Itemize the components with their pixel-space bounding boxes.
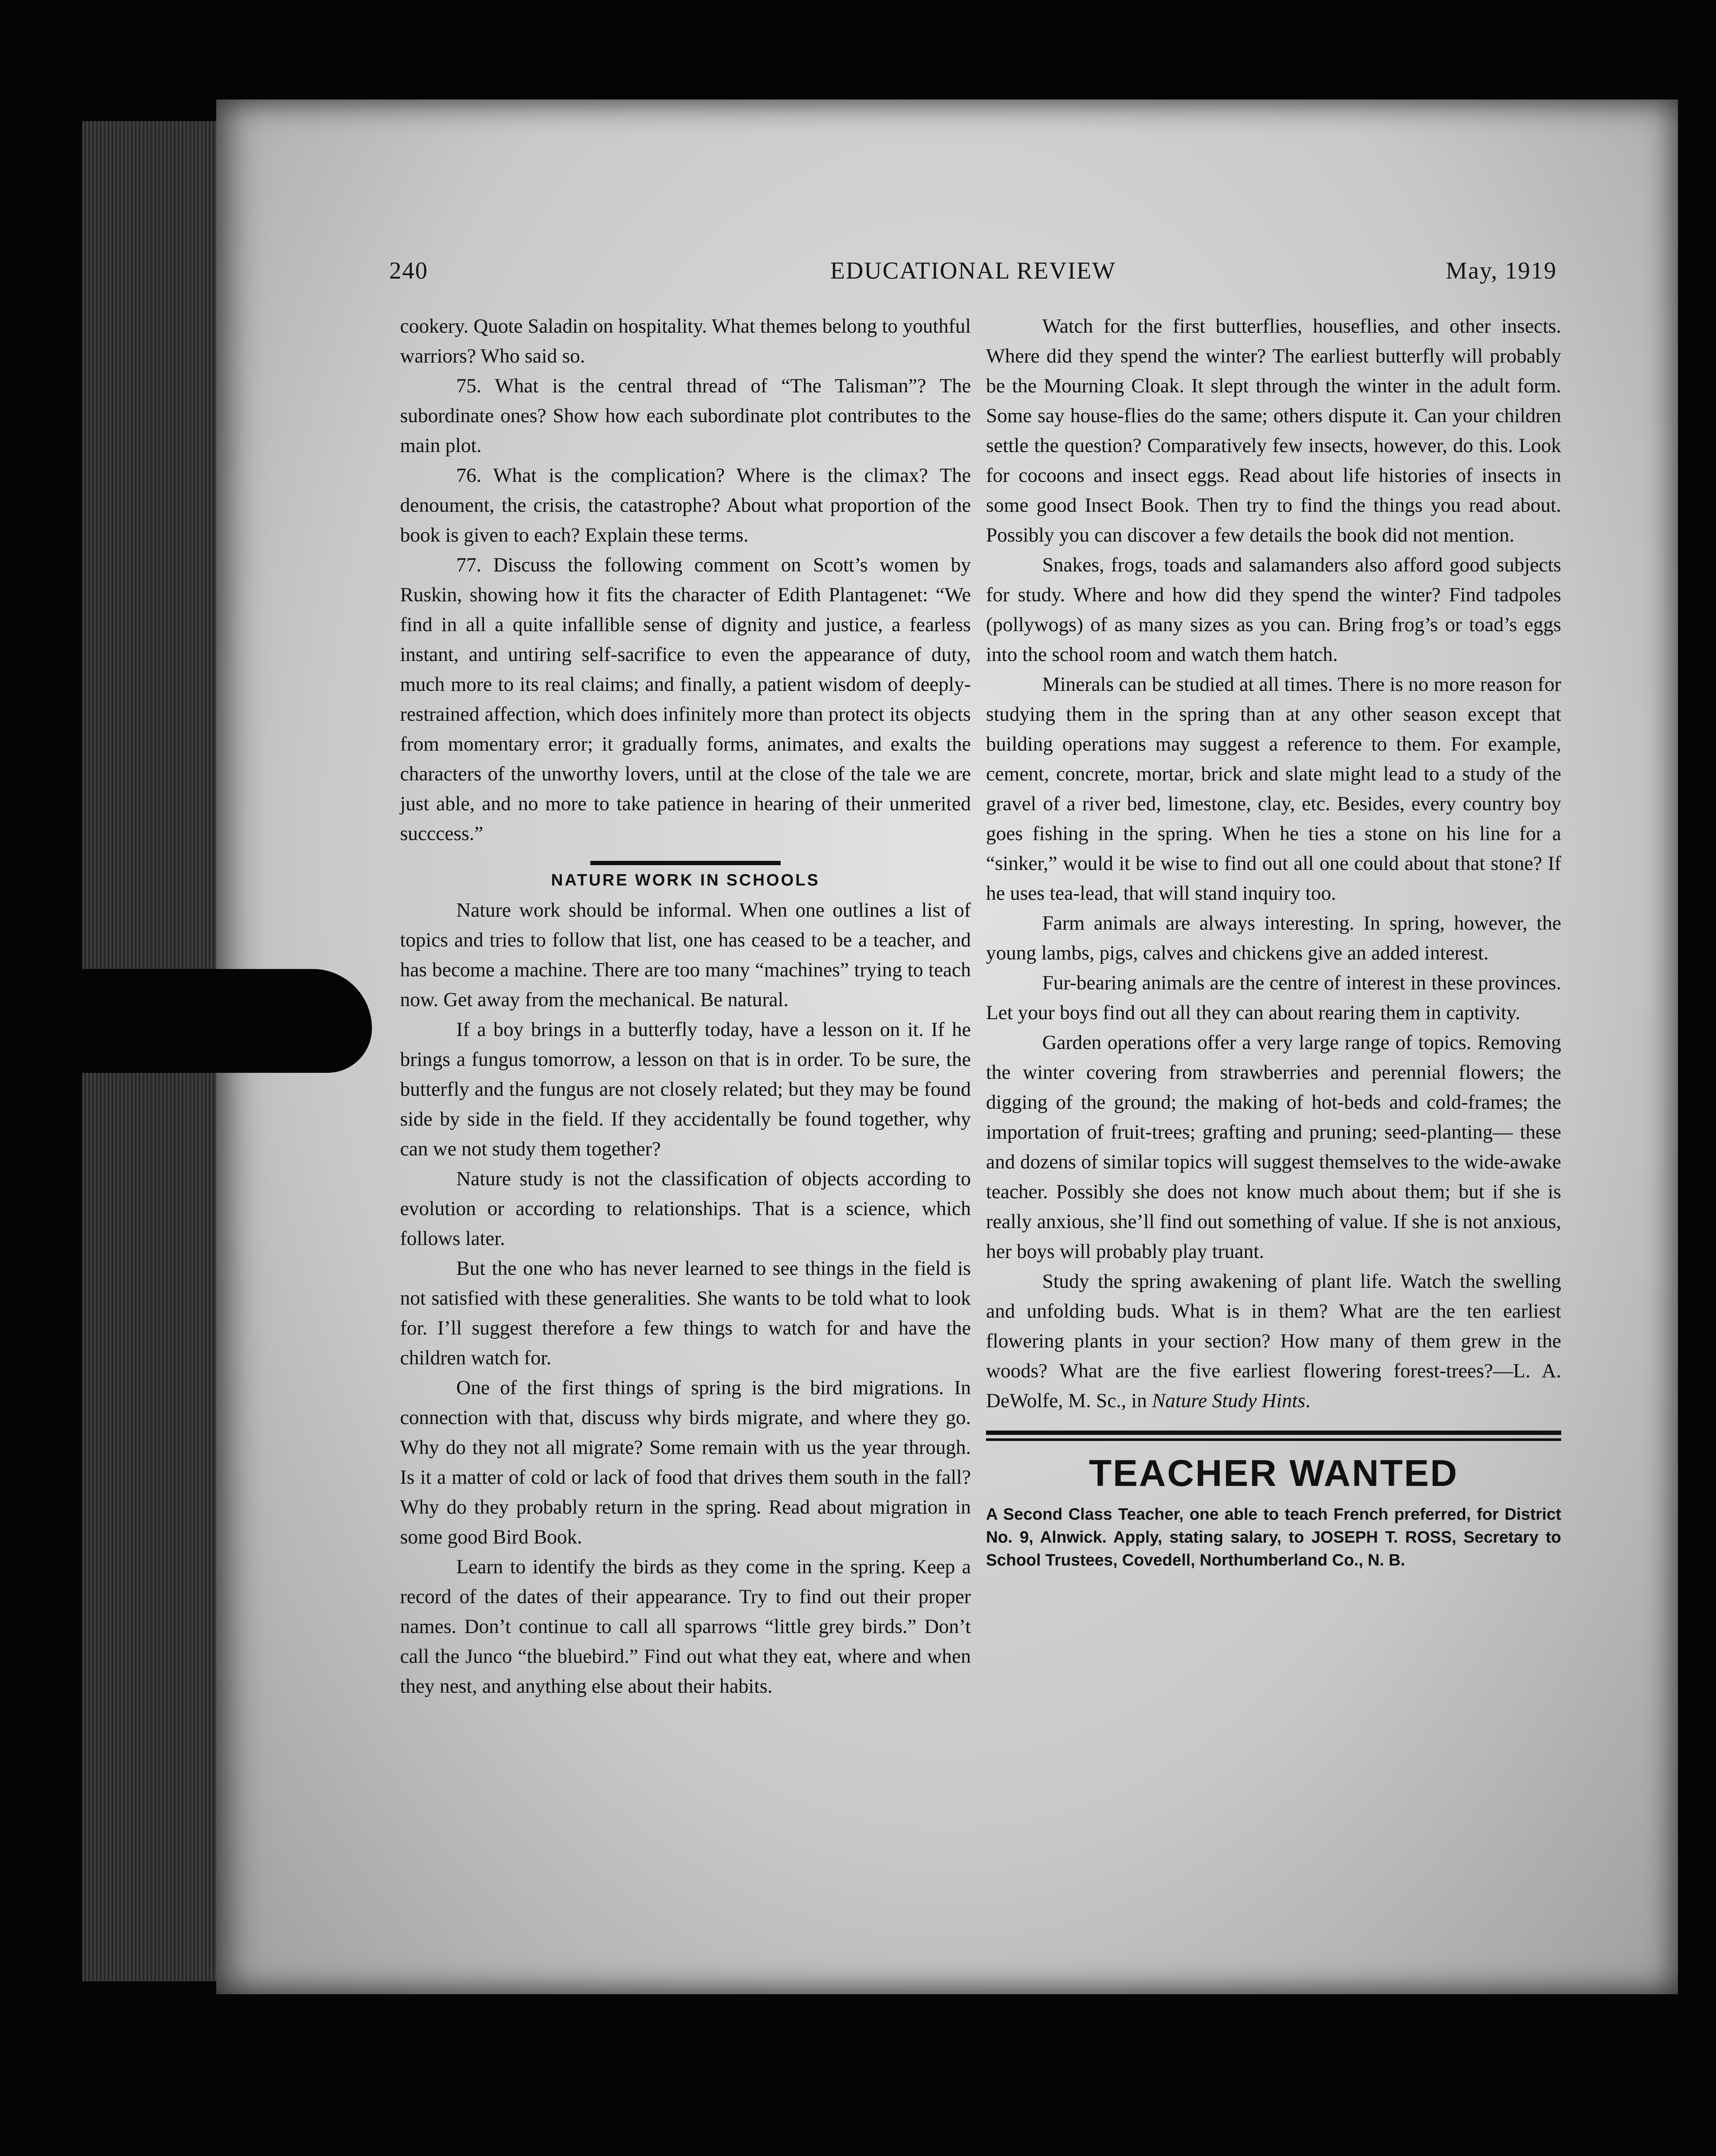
thumb-shadow xyxy=(0,969,372,1073)
running-head xyxy=(389,251,1557,290)
paragraph: One of the first things of spring is the bird migrations. In connection with that, discuss why birds migrate, and where they go. Why do they not all migrate? Some remain with us the year through. Is it a matter of cold or lack of food that drives them south in the fall? Why do they probably return in the spring. Read about migration in some good Bird Book. xyxy=(400,1377,971,1548)
paragraph: Nature work should be informal. When one outlines a list of topics and tries to follow that list, one has ceased to be a teacher, and has become a machine. There are too many “machines” trying to teach now. Get away from the mechanical. Be natural. xyxy=(400,899,971,1011)
paragraph: If a boy brings in a butterfly today, have a lesson on it. If he brings a fungus tomorrow, a lesson on that is in order. To be sure, the butterfly and the fungus are not closely related; but they may be found side by side in the field. If they accidentally be found together, why can we not study them together? xyxy=(400,1019,971,1160)
ad-body: A Second Class Teacher, one able to teach French preferred, for District No. 9, Alnwick. Apply, stating salary, to JOSEPH T. ROSS, Secretary to School Trustees, Covedell, Northumberland Co., N. B. xyxy=(986,1505,1561,1569)
paragraph: cookery. Quote Saladin on hospitality. What themes belong to youthful warriors? Who said so. xyxy=(400,315,971,367)
ad-heading: TEACHER WANTED xyxy=(1089,1453,1459,1494)
section-rule xyxy=(590,861,781,865)
ad-rule-thick xyxy=(986,1431,1561,1435)
question-75: 75. What is the central thread of “The Talisman”? The subordinate ones? Show how each subordinate plot contributes to the main plot. xyxy=(400,375,971,457)
paragraph: Minerals can be studied at all times. There is no more reason for studying them in the spring than at any other season except that building operations may suggest a reference to them. For example, cement, concrete, mortar, brick and slate might lead to a study of the gravel of a river bed, limestone, clay, etc. Besides, every country boy goes fishing in the spring. When he ties a stone on his line for a “sinker,” would it be wise to find out all one could about that stone? If he uses tea-lead, that will stand inquiry too. xyxy=(986,674,1561,905)
paragraph-end: . xyxy=(1305,1390,1311,1412)
section-heading: NATURE WORK IN SCHOOLS xyxy=(551,871,820,889)
issue-date: May, 1919 xyxy=(1445,257,1557,284)
paragraph: Farm animals are always interesting. In spring, however, the young lambs, pigs, calves and chickens give an added interest. xyxy=(986,912,1561,964)
source-title: Nature Study Hints xyxy=(1152,1390,1306,1412)
paragraph-text: Study the spring awakening of plant life. Watch the swelling and unfolding buds. What is in them? What are the ten earliest flowering plants in your section? How many of them grew in the woods? What are the five earliest flowering forest-trees?—L. A. DeWolfe, M. Sc., in xyxy=(986,1270,1561,1412)
paragraph xyxy=(986,1267,1561,1416)
ad-rule-thin xyxy=(986,1438,1561,1441)
question-77: 77. Discuss the following comment on Scott’s women by Ruskin, showing how it fits the character of Edith Plantagenet: “We find in all a quite infallible sense of dignity and justice, a fearless instant, and untiring self-sacrifice to even the appearance of duty, much more to its real claims; and finally, a patient wisdom of deeply-restrained affection, which does infinitely more than protect its objects from momentary error; it gradually forms, animates, and exalts the characters of the unworthy lovers, until at the close of the tale we are just able, and no more to take patience in hearing of their unmerited succcess.” xyxy=(400,554,971,845)
paragraph: But the one who has never learned to see things in the field is not satisfied with these generalities. She wants to be told what to look for. I’ll suggest therefore a few things to watch for and have the children watch for. xyxy=(400,1258,971,1369)
paragraph: Garden operations offer a very large range of topics. Removing the winter covering from strawberries and perennial flowers; the digging of the ground; the making of hot-beds and cold-frames; the importation of fruit-trees; grafting and pruning; seed-planting— these and dozens of similar topics will suggest themselves to the wide-awake teacher. Possibly she does not know much about them; but if she is really anxious, she’ll find out something of value. If she is not anxious, her boys will probably play truant. xyxy=(986,1032,1561,1263)
paragraph: Snakes, frogs, toads and salamanders also afford good subjects for study. Where and how did they spend the winter? Find tadpoles (pollywogs) of as many sizes as you can. Bring frog’s or toad’s eggs into the school room and watch them hatch. xyxy=(986,554,1561,666)
ad-rule xyxy=(986,1431,1561,1441)
paragraph: Nature study is not the classification of objects according to evolution or according to relationships. That is a science, which follows later. xyxy=(400,1168,971,1250)
paragraph: Fur-bearing animals are the centre of interest in these provinces. Let your boys find out all they can about rearing them in captivity. xyxy=(986,972,1561,1024)
journal-title: EDUCATIONAL REVIEW xyxy=(830,257,1116,284)
right-column xyxy=(986,311,1561,1572)
paragraph: Watch for the first butterflies, houseflies, and other insects. Where did they spend the winter? The earliest butterfly will probably be the Mourning Cloak. It slept through the winter in the adult form. Some say house-flies do the same; others dispute it. Can your children settle the question? Comparatively few insects, however, do this. Look for cocoons and insect eggs. Read about life histories of insects in some good Insect Book. Then try to find the things you read about. Possibly you can discover a few details the book did not mention. xyxy=(986,315,1561,546)
question-76: 76. What is the complication? Where is the climax? The denoument, the crisis, the catastrophe? About what proportion of the book is given to each? Explain these terms. xyxy=(400,465,971,546)
paragraph: Learn to identify the birds as they come in the spring. Keep a record of the dates of their appearance. Try to find out their proper names. Don’t continue to call all sparrows “little grey birds.” Don’t call the Junco “the bluebird.” Find out what they eat, where and when they nest, and anything else about their habits. xyxy=(400,1556,971,1697)
page-number: 240 xyxy=(389,257,428,284)
left-column xyxy=(400,311,971,1701)
